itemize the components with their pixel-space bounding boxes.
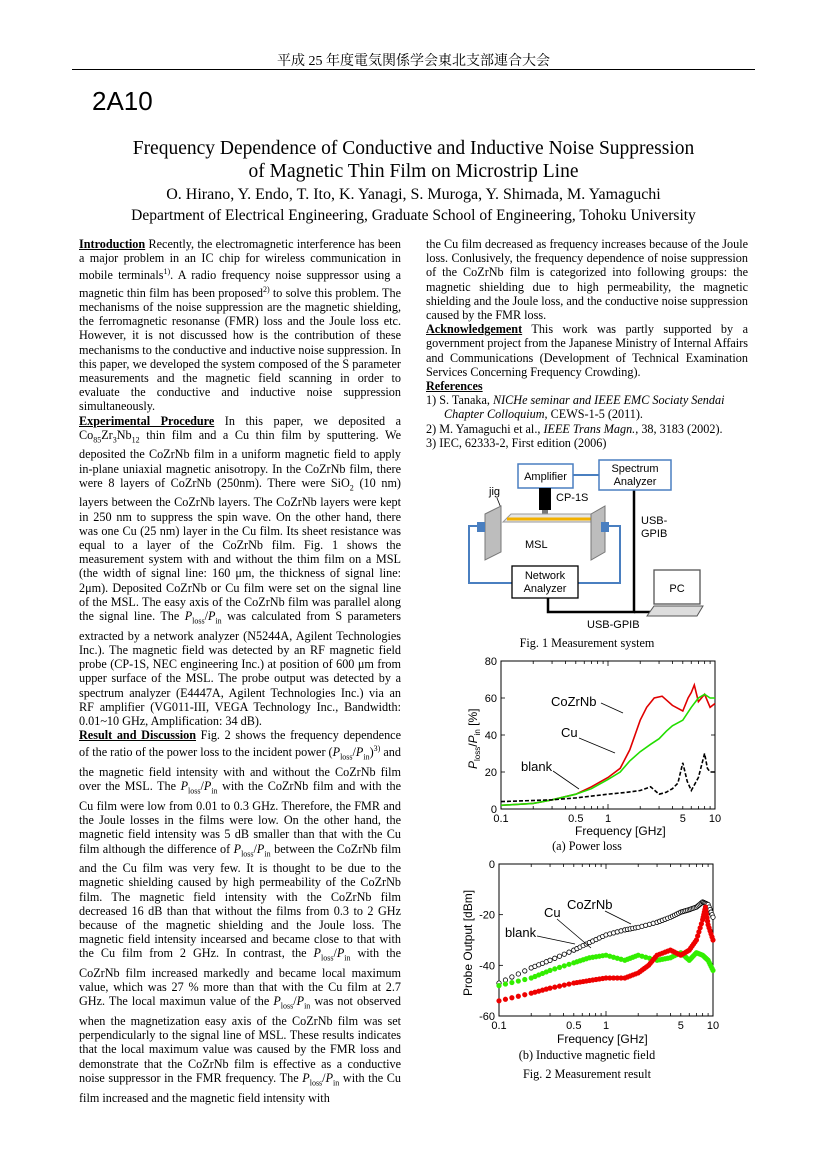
reference-1: 1) S. Tanaka, NICHe seminar and IEEE EMC Sociaty Sendai Chapter Colloquium, CEWS-1-5 (2011). — [426, 393, 725, 422]
data-point-cozrnb — [510, 996, 514, 1000]
fig2a-label-cu: Cu — [561, 725, 578, 740]
fig2b-label-blank: blank — [505, 925, 537, 940]
pc-label: PC — [669, 583, 685, 595]
y-tick-label: -60 — [479, 1011, 495, 1023]
fig2a-ylabel: $P_{loss}/P_{in}$ [%] — [466, 708, 482, 769]
title-block — [0, 137, 827, 226]
data-point-cozrnb — [548, 986, 552, 990]
reference-3: 3) IEC, 62333-2, First edition (2006) — [426, 435, 607, 450]
paper-id: 2A10 — [92, 86, 153, 116]
data-point-cozrnb — [553, 985, 557, 989]
jig-left — [485, 506, 501, 560]
data-point-cu — [562, 964, 566, 968]
data-point-cu — [553, 967, 557, 971]
pc-keyboard — [647, 606, 703, 616]
svg-text:Network: Network — [524, 570, 566, 582]
x-tick-label: 1 — [604, 813, 612, 825]
x-tick-label: 1 — [602, 1020, 610, 1032]
data-point-blank — [523, 969, 527, 973]
fig2a-caption: (a) Power loss — [552, 839, 622, 853]
references-heading: References — [426, 379, 483, 394]
fig1-measurement-system — [455, 456, 705, 634]
fig2b-label-cu: Cu — [544, 905, 561, 920]
data-point-cozrnb — [497, 999, 501, 1003]
fig2b-xlabel: Frequency [GHz] — [557, 1032, 648, 1046]
data-point-blank — [567, 950, 571, 954]
data-point-cu — [497, 983, 501, 987]
data-point-cu — [567, 962, 571, 966]
x-tick-label: 5 — [677, 1020, 684, 1032]
data-point-cozrnb — [567, 982, 571, 986]
probe-body — [539, 488, 551, 510]
acknowledgement-heading: Acknowledgement — [426, 322, 523, 337]
svg-text:Analyzer: Analyzer — [613, 476, 657, 488]
data-point-cu — [557, 965, 561, 969]
fig2b-caption: (b) Inductive magnetic field — [518, 1048, 656, 1062]
y-tick-label: 80 — [484, 656, 497, 668]
fig2b-ylabel: Probe Output [dBm] — [461, 889, 475, 996]
affiliation: Department of Electrical Engineering, Graduate School of Engineering, Tohoku University — [131, 207, 696, 224]
y-tick-label: 40 — [484, 730, 497, 742]
data-point-cozrnb — [516, 994, 520, 998]
svg-text:GPIB: GPIB — [641, 528, 668, 540]
data-point-blank — [510, 975, 514, 979]
data-point-blank — [562, 952, 566, 956]
fig2a-power-loss-chart — [455, 653, 725, 853]
authors: O. Hirano, Y. Endo, T. Ito, K. Yanagi, S. Muroga, Y. Shimada, M. Yamaguchi — [166, 186, 661, 203]
data-point-cu — [503, 982, 507, 986]
fig1-caption: Fig. 1 Measurement system — [519, 636, 655, 650]
jig-right — [591, 506, 605, 560]
acknowledgement-paragraph: Acknowledgement This work was partly supported by a government project from the Japanese Ministry of Internal Affairs and Communications (Development of Technical Examination Services Concerning Frequency Crowding). — [426, 322, 748, 379]
x-tick-label: 5 — [679, 813, 686, 825]
y-tick-label: -40 — [479, 960, 495, 973]
experimental-paragraph: Experimental Procedure In this paper, we deposited a $Co_{85}Zr_3Nb_{12}$ thin film and a Cu thin film by sputtering. We deposited the CoZrNb film in a uniform magnetic field to apply in-plane uniaxial magnetic anisotropy. In the CoZrNb film, there were 8 layers of CoZrNb (250nm). There were SiO$_2$ (10 nm) layers between the CoZrNb layers. The CoZrNb layers were kept in 250 nm to suppress the spin wave. On the other hand, there was one Cu (25 nm) layer in the Cu film. Its sheet resistance was equal to a layer of the CoZrNb film. Fig. 1 shows the measurement system with and without the thim film on a MSL (the width of signal line: 160 μm, the thickness of signal line: 2μm). Deposited CoZrNb or Cu film were set on the signal line of the MSL. The easy axis of the CoZrNb film was parallel along the signal line. The $P_{loss}/P_{in}$ was calculated from S parameters extracted by a network analyzer (N5244A, Agilent Technologies Inc.). The magnetic field was detected by an RF magnetic field probe (CP-1S, NEC engineering Inc.) at position of 600 μm from upper surface of the MSL. The probe output was detected by a spectrum analyzer (E4447A, Agilent Technologies Inc.) via an RF amplifier (VG011-III, VEGA Technology Inc., Bandwidth: 0.01~10 GHz, Amplification: 34 dB). — [79, 413, 401, 728]
fig2a-label-cozrnb: CoZrNb — [551, 694, 597, 709]
introduction-heading: Introduction — [79, 237, 146, 251]
data-point-cu — [516, 979, 520, 983]
paper-title-line2: of Magnetic Thin Film on Microstrip Line — [248, 161, 579, 182]
data-point-cu — [510, 980, 514, 984]
data-point-blank — [553, 956, 557, 960]
y-tick-label: -20 — [479, 909, 495, 922]
x-tick-label: 0.5 — [566, 1020, 582, 1032]
data-point-cozrnb — [523, 993, 527, 997]
fig2b-label-cozrnb: CoZrNb — [567, 897, 613, 912]
fig2b-inductive-field-chart — [455, 858, 725, 1048]
right-column — [426, 237, 748, 450]
usb-gpib-label: USB-GPIB — [587, 619, 640, 631]
svg-text:Spectrum: Spectrum — [611, 463, 659, 475]
x-tick-label: 0.1 — [491, 1020, 507, 1032]
fig2a-xlabel: Frequency [GHz] — [575, 824, 666, 838]
data-point-cozrnb — [557, 984, 561, 988]
y-tick-label: 0 — [490, 804, 497, 816]
x-tick-label: 0.5 — [568, 813, 584, 825]
data-point-blank — [548, 958, 552, 962]
data-point-blank — [711, 915, 715, 919]
x-tick-label: 10 — [708, 813, 722, 825]
results-paragraph: Result and Discussion Fig. 2 shows the frequency dependence of the ratio of the power loss to the incident power $(P_{loss}/P_{in})^{3)}$ and the magnetic field intensity with and without the CoZrNb film over the MSL. The $P_{loss}/P_{in}$ with the CoZrNb film and with the Cu film were low from 0.01 to 0.3 GHz. Therefore, the FMR and the Joule losses in the films were low. On the other hand, the magnetic field intensity was 5 dB smaller than that with the Cu film although the difference of $P_{loss}/P_{in}$ between the CoZrNb film and the Cu film was very few. It is thought to be due to the magnetic shielding caused by high permeability of the CoZrNb film. The magnetic field intensity with the CoZrNb film decreased 16 dB than that without the films from 0.3 to 2 GHz because of the magnetic shielding and the Joule loss. The magnetic field intensity incearsed and became close to that with the Cu film from 2 GHz. In contrast, the $P_{loss}/P_{in}$ with the CoZrNb film increased markedly and became local maximum value, which was 27 % more than that with the Cu film at 2.7 GHz. The local maximun value of the $P_{loss}/P_{in}$ was not observed when the magnetization easy axis of the CoZrNb film was set perpendicularly to the signal line of MSL. These results indicates that the local maximum value was caused by the FMR loss and demonstrate that the CoZrNb film is effective as a conductive noise suppressor in the FMR frequency. The $P_{loss}/P_{in}$ with the Cu film increased and the magnetic field intensity with — [79, 728, 401, 1105]
msl-label: MSL — [525, 539, 548, 551]
conference-header: 平成 25 年度電気関係学会東北支部連合大会 — [277, 54, 550, 69]
reference-2: 2) M. Yamaguchi et al., IEEE Trans Magn., 38, 3183 (2002). — [426, 421, 723, 436]
plot-frame — [501, 661, 715, 809]
data-point-cu — [548, 968, 552, 972]
introduction-paragraph: Introduction Recently, the electromagnetic interference has been a major problem in an IC chip for wireless communication in mobile terminals$^{1)}$. A radio frequency noise suppressor using a magnetic thin film has been proposed$^{2)}$ to solve this problem. The mechanisms of the noise suppression are the magnetic shielding, the ferromagnetic resonanse (FMR) loss and the Joule loss etc. However, it is not discussed how is the contribution of these mechanisms to the conductive and inductive noise suppression. In this paper, we developed the system composed of the S parameter measurements and the magnetic field scanning in order to evaluate the conductive and inductive noise suppression simultaneously. — [79, 237, 401, 414]
data-point-cozrnb — [503, 997, 507, 1001]
data-point-cu — [523, 977, 527, 981]
header-rule — [72, 69, 755, 70]
data-point-cozrnb — [562, 983, 566, 987]
fig2a-label-blank: blank — [521, 759, 553, 774]
x-tick-label: 10 — [706, 1020, 720, 1032]
paper-title-line1: Frequency Dependence of Conductive and Inductive Noise Suppression — [132, 138, 695, 159]
amplifier-label: Amplifier — [524, 471, 567, 483]
y-tick-label: 60 — [484, 693, 497, 705]
left-column — [79, 237, 401, 1105]
data-point-blank — [557, 954, 561, 958]
data-point-blank — [516, 972, 520, 976]
experimental-heading: Experimental Procedure — [79, 413, 215, 428]
svg-text:Analyzer: Analyzer — [523, 583, 567, 595]
data-point-cozrnb — [711, 938, 715, 942]
x-tick-label: 0.1 — [493, 813, 509, 825]
y-tick-label: 0 — [488, 859, 495, 871]
probe-label: CP-1S — [556, 492, 589, 504]
y-tick-label: 20 — [484, 767, 497, 779]
series-line-cozrnb — [501, 685, 715, 805]
data-point-cu — [711, 968, 715, 972]
fig2-caption: Fig. 2 Measurement result — [523, 1067, 651, 1081]
results-heading: Result and Discussion — [79, 728, 197, 743]
svg-text:USB-: USB- — [641, 515, 668, 527]
jig-label: jig — [489, 486, 501, 498]
results-continued: the Cu film decreased as frequency increases because of the Joule loss. Conlusively, the frequency dependence of noise suppression of the CoZrNb film is categorized into following groups: the magnetic shielding due to high permeability, the magnetic shielding and the Joule loss, and the conductive noise suppression caused by the FMR loss. — [426, 237, 748, 323]
